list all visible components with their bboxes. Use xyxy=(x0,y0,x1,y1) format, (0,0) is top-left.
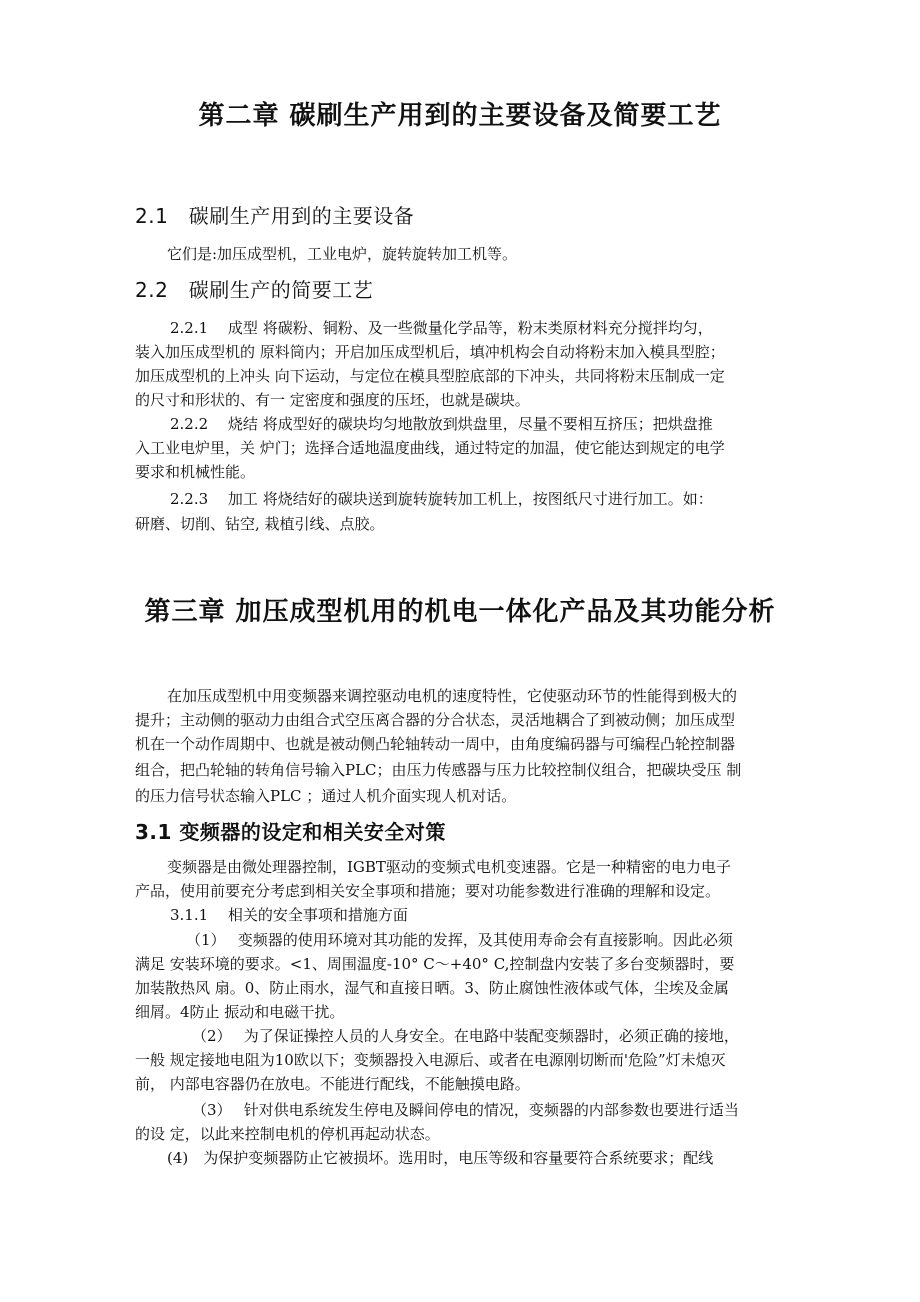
paragraph-line: 的设 定，以此来控制电机的停机再起动状态。 xyxy=(135,1125,440,1143)
paragraph-line: 一般 规定接地电阻为10欧以下；变频器投入电源后、或者在电源刚切断而'危险”灯未熄灭 xyxy=(135,1051,726,1069)
paragraph-line: (4) 为保护变频器防止它被损坏。选用时，电压等级和容量要符合系统要求；配线 xyxy=(167,1149,714,1167)
paragraph-line: 前， 内部电容器仍在放电。不能进行配线，不能触摸电路。 xyxy=(135,1075,530,1093)
paragraph-line: 研磨、切削、钻空, 栽植引线、点胶。 xyxy=(135,515,385,533)
intro-line: 组合，把凸轮轴的转角信号输入PLC；由压力传感器与压力比较控制仪组合，把碳块受压 制 xyxy=(135,761,742,779)
intro-line: 在加压成型机中用变频器来调控驱动电机的速度特性，它使驱动环节的性能得到极大的 xyxy=(167,687,738,705)
chapter-3-title: 第三章 加压成型机用的机电一体化产品及其功能分析 xyxy=(144,597,776,627)
paragraph-line: 2.2.3 加工 将烧结好的碳块送到旋转旋转加工机上，按图纸尺寸进行加工。如： xyxy=(170,490,713,508)
paragraph-line: 满足 安装环境的要求。<1、周围温度-10° C〜+40° C,控制盘内安装了多台变频器时，要 xyxy=(135,955,735,973)
paragraph-line: 细屑。4防止 振动和电磁干扰。 xyxy=(135,1003,345,1021)
paragraph-line: 加装散热风 扇。0、防止雨水，湿气和直接日晒。3、防止腐蚀性液体或气体，尘埃及金属 xyxy=(135,979,729,997)
subsection-3-1-1-heading: 3.1.1 相关的安全事项和措施方面 xyxy=(170,906,408,924)
paragraph-line: 2.2.2 烧结 将成型好的碳块均匀地散放到烘盘里，尽量不要相互挤压；把烘盘推 xyxy=(170,415,713,433)
paragraph-line: （3） 针对供电系统发生停电及瞬间停电的情况，变频器的内部参数也要进行适当 xyxy=(192,1101,739,1119)
intro-line: 机在一个动作周期中、也就是被动侧凸轮轴转动一周中，由角度编码器与可编程凸轮控制器 xyxy=(135,735,736,753)
paragraph-line: 加压成型机的上冲头 向下运动，与定位在模具型腔底部的下冲头，共同将粉末压制成一定 xyxy=(135,367,725,385)
paragraph-line: 要求和机械性能。 xyxy=(135,463,256,481)
paragraph-line: 产品，使用前要充分考虑到相关安全事项和措施；要对功能参数进行准确的理解和设定。 xyxy=(135,882,721,900)
paragraph-line: 装入加压成型机的 原料筒内；开启加压成型机后，填冲机构会自动将粉末加入模具型腔； xyxy=(135,343,725,361)
paragraph-line: 2.2.1 成型 将碳粉、铜粉、及一些微量化学品等，粉末类原材料充分搅拌均匀， xyxy=(170,319,713,337)
section-3-1-heading: 3.1 变频器的设定和相关安全对策 xyxy=(135,820,446,844)
paragraph-line: 变频器是由微处理器控制，IGBT驱动的变频式电机变速器。它是一种精密的电力电子 xyxy=(167,858,731,876)
intro-line: 提升；主动侧的驱动力由组合式空压离合器的分合状态，灵活地耦合了到被动侧；加压成型 xyxy=(135,711,736,729)
section-2-1-heading: 2.1 碳刷生产用到的主要设备 xyxy=(135,204,415,228)
section-2-2-heading: 2.2 碳刷生产的简要工艺 xyxy=(135,278,374,302)
paragraph-line: 的尺寸和形状的、有一 定密度和强度的压坯，也就是碳块。 xyxy=(135,391,530,409)
paragraph-line: 入工业电炉里，关 炉门；选择合适地温度曲线，通过特定的加温，使它能达到规定的电学 xyxy=(135,439,725,457)
paragraph-line: （1） 变频器的使用环境对其功能的发挥，及其使用寿命会有直接影响。因此必须 xyxy=(186,931,733,949)
intro-line: 的压力信号状态输入PLC ；通过人机介面实现人机对话。 xyxy=(135,787,517,805)
section-2-1-body: 它们是:加压成型机，工业电炉，旋转旋转加工机等。 xyxy=(167,245,518,263)
paragraph-line: （2） 为了保证操控人员的人身安全。在电路中装配变频器时，必须正确的接地， xyxy=(192,1027,739,1045)
chapter-2-title: 第二章 碳刷生产用到的主要设备及简要工艺 xyxy=(198,101,722,131)
